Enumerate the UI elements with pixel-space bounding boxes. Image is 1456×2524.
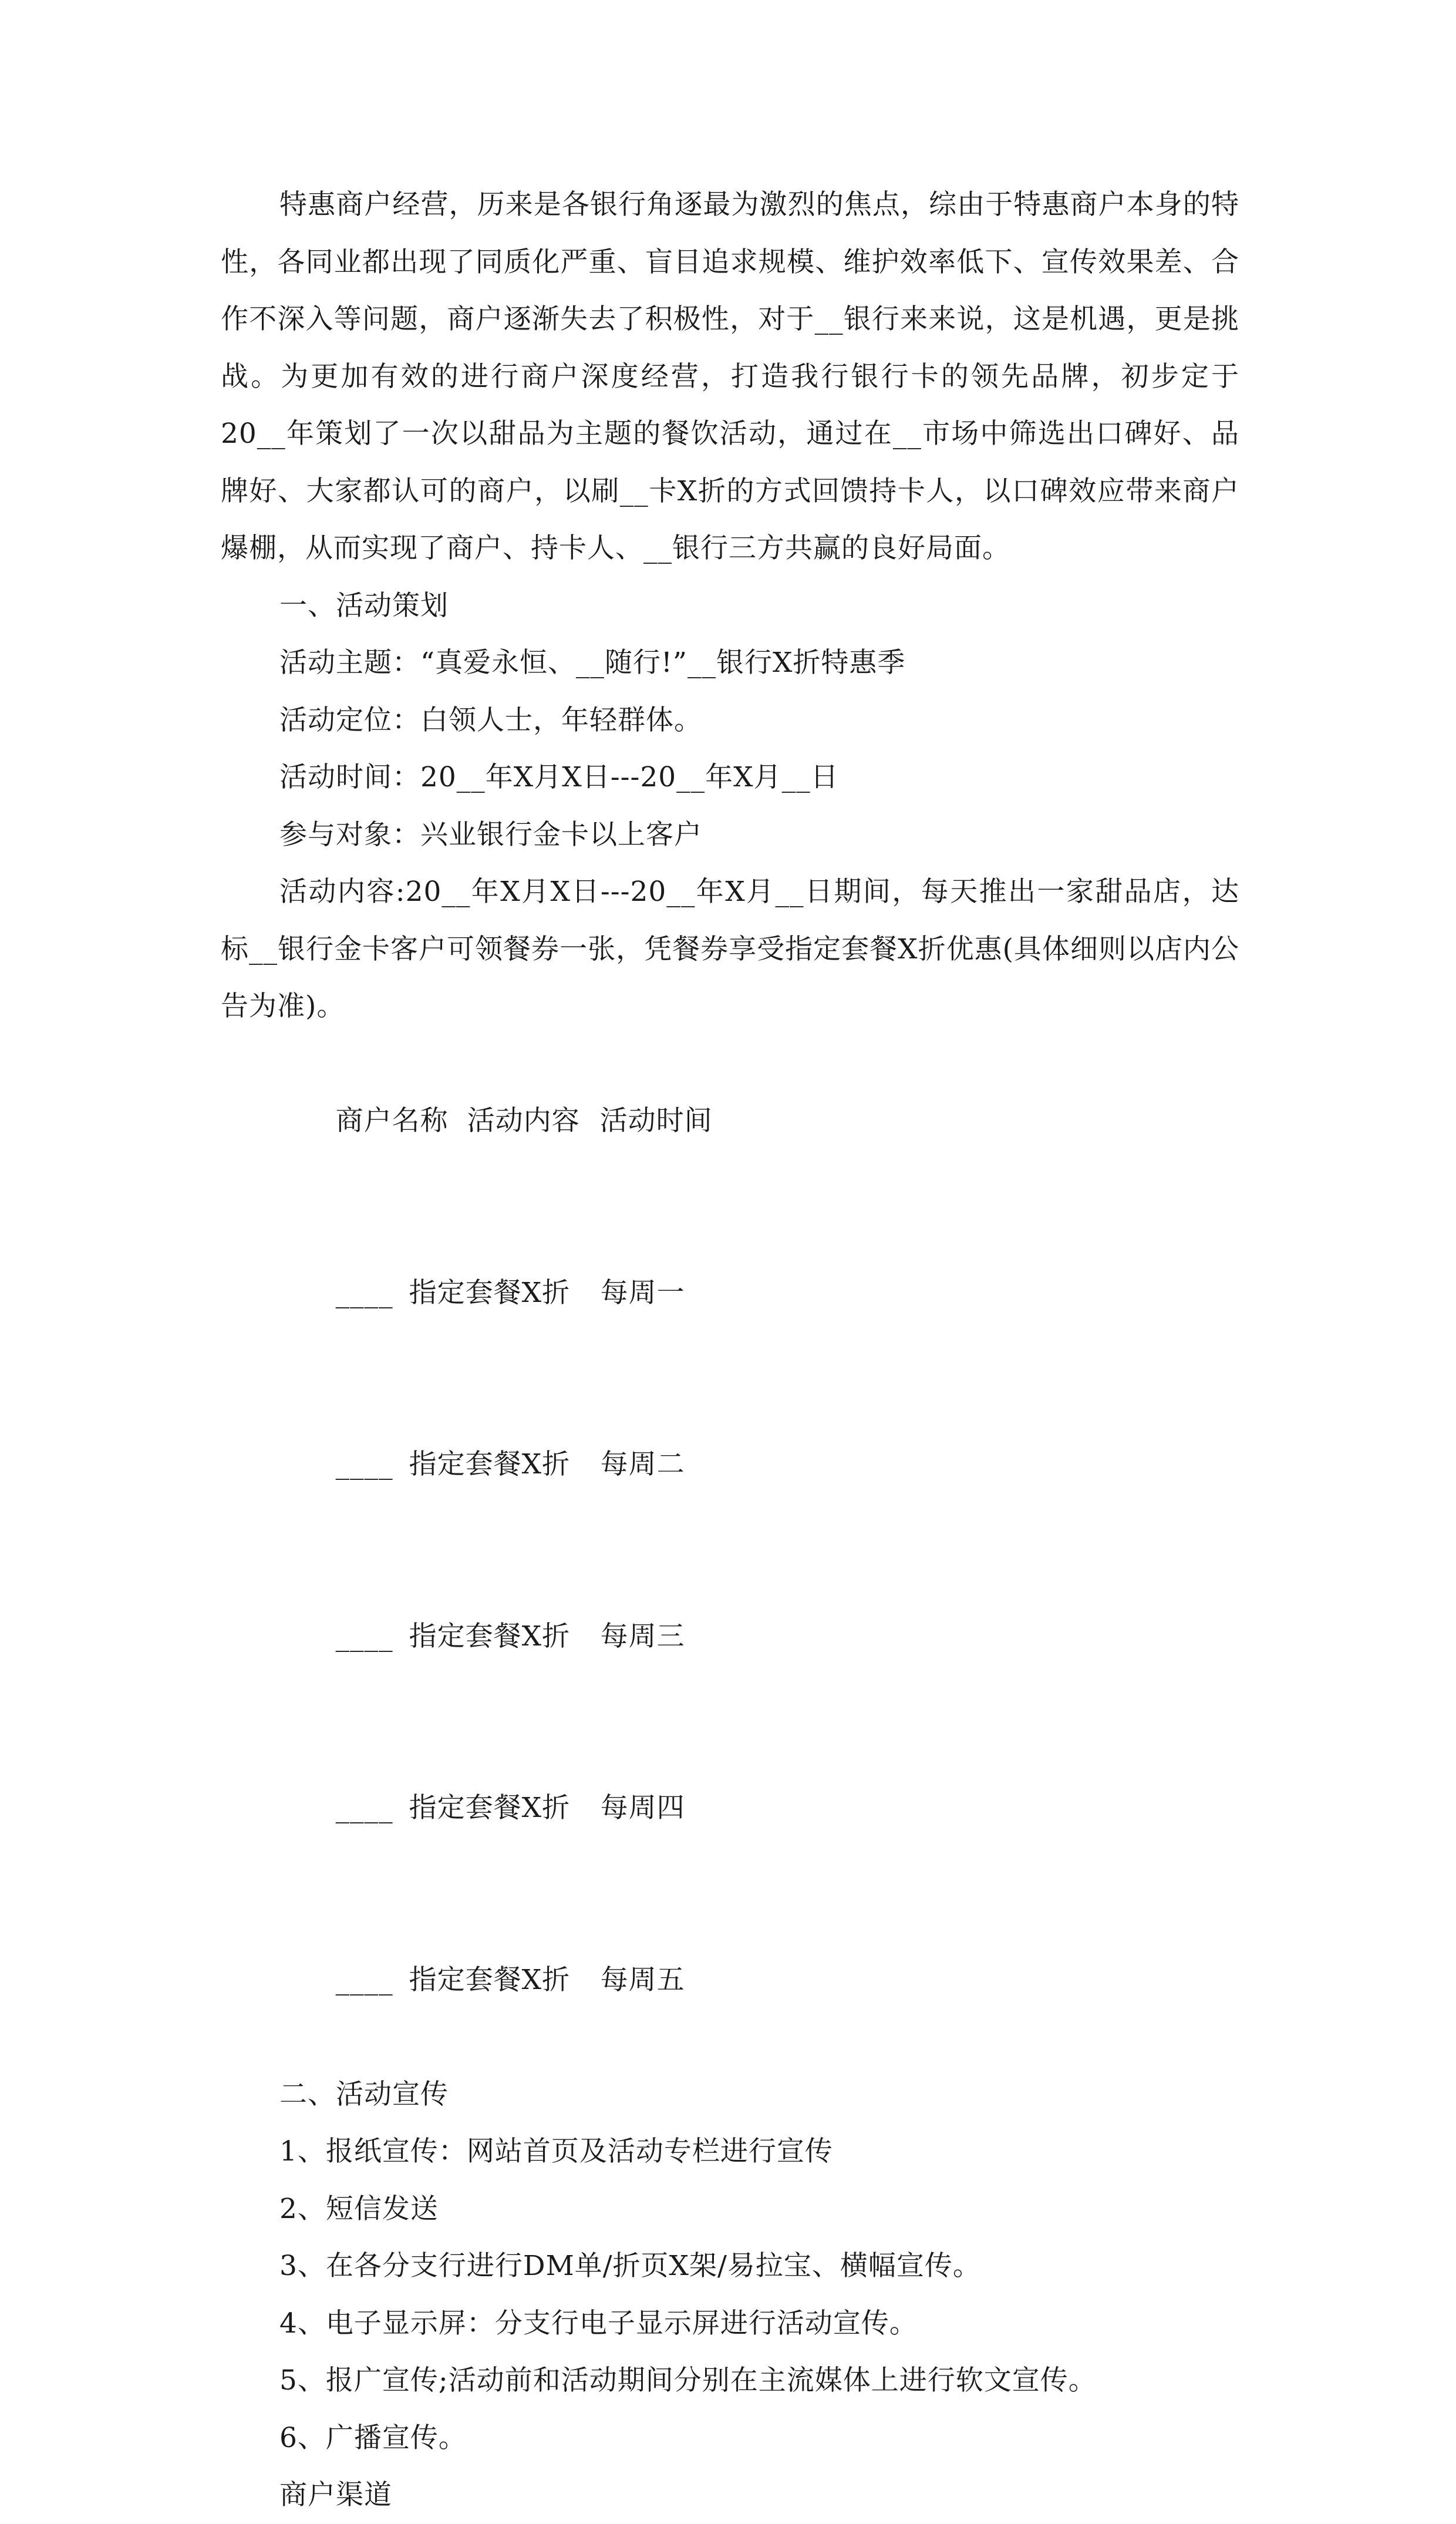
header-merchant-name: 商户名称 <box>335 1105 449 1137</box>
document-body <box>221 176 1239 2524</box>
table-row <box>221 1207 1239 1379</box>
table-row <box>221 1550 1239 1722</box>
header-activity-time: 活动时间 <box>599 1105 713 1137</box>
activity-content-paragraph: 活动内容:20__年X月X日---20__年X月__日期间，每天推出一家甜品店，达标__银行金卡客户可领餐券一张，凭餐券享受指定套餐X折优惠(具体细则以店内公告为准)。 <box>221 876 1239 1022</box>
promo-item-newspaper: 1、报纸宣传：网站首页及活动专栏进行宣传 <box>279 2135 833 2168</box>
offer-text: 指定套餐X折 <box>409 1792 571 1824</box>
section-heading-planning: 一、活动策划 <box>279 589 449 622</box>
weekday-text: 每周一 <box>600 1276 685 1309</box>
merchant-blank: ____ <box>335 1792 393 1824</box>
offer-text: 指定套餐X折 <box>409 1620 571 1653</box>
table-row <box>221 1894 1239 2066</box>
activity-time: 活动时间：20__年X月X日---20__年X月__日 <box>279 761 839 793</box>
activity-positioning: 活动定位：白领人士，年轻群体。 <box>279 704 702 736</box>
weekday-text: 每周三 <box>600 1620 685 1653</box>
promo-item-electronic-screen: 4、电子显示屏：分支行电子显示屏进行活动宣传。 <box>279 2307 918 2340</box>
merchant-blank: ____ <box>335 1448 393 1480</box>
offer-text: 指定套餐X折 <box>409 1963 571 1996</box>
offer-text: 指定套餐X折 <box>409 1448 571 1480</box>
intro-paragraph: 特惠商户经营，历来是各银行角逐最为激烈的焦点，综由于特惠商户本身的特性，各同业都出现了同质化严重、盲目追求规模、维护效率低下、宣传效果差、合作不深入等问题，商户逐渐失去了积极性，对于__银行来来说，这是机遇，更是挑战。为更加有效的进行商户深度经营，打造我行银行卡的领先品牌，初步定于20__年策划了一次以甜品为主题的餐饮活动，通过在__市场中筛选出口碑好、品牌好、大家都认可的商户，以刷__卡X折的方式回馈持卡人，以口碑效应带来商户爆棚，从而实现了商户、持卡人、__银行三方共赢的良好局面。 <box>221 189 1239 564</box>
merchant-blank: ____ <box>335 1620 393 1653</box>
merchant-table-header <box>221 1035 1239 1207</box>
activity-theme: 活动主题：“真爱永恒、__随行!”__银行X折特惠季 <box>279 647 906 679</box>
table-row <box>221 1722 1239 1894</box>
promo-item-sms: 2、短信发送 <box>279 2192 439 2225</box>
weekday-text: 每周五 <box>600 1963 685 1996</box>
promo-item-branch-materials: 3、在各分支行进行DM单/折页X架/易拉宝、横幅宣传。 <box>279 2250 981 2282</box>
merchant-blank: ____ <box>335 1963 393 1996</box>
offer-text: 指定套餐X折 <box>409 1276 571 1309</box>
weekday-text: 每周四 <box>600 1792 685 1824</box>
weekday-text: 每周二 <box>600 1448 685 1480</box>
promo-item-press-ads: 5、报广宣传;活动前和活动期间分别在主流媒体上进行软文宣传。 <box>279 2364 1097 2397</box>
promo-item-broadcast: 6、广播宣传。 <box>279 2421 467 2454</box>
merchant-blank: ____ <box>335 1276 393 1309</box>
section-heading-promotion: 二、活动宣传 <box>279 2078 449 2111</box>
table-row <box>221 1379 1239 1551</box>
header-activity-content: 活动内容 <box>467 1105 580 1137</box>
activity-participants: 参与对象：兴业银行金卡以上客户 <box>279 818 702 851</box>
merchant-channel-heading: 商户渠道 <box>279 2479 392 2511</box>
